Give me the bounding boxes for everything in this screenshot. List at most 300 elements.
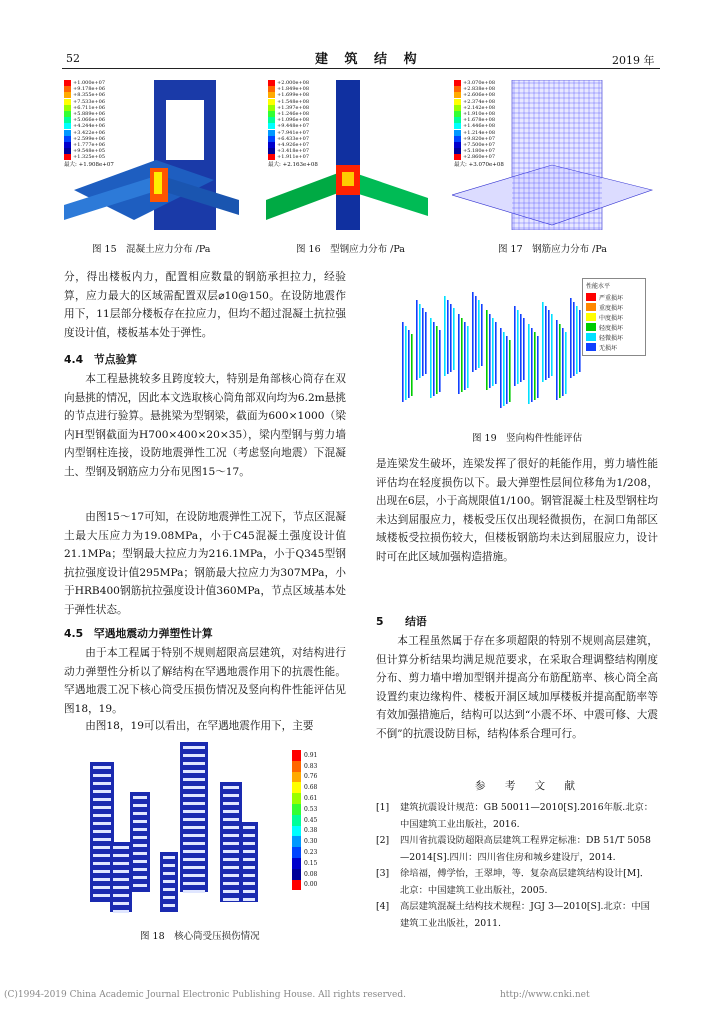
floor-band xyxy=(183,770,205,773)
floor-band xyxy=(133,820,147,823)
legend-swatch xyxy=(454,99,461,105)
reference-item xyxy=(376,800,658,833)
reference-text: 高层建筑混凝土结构技术规程：JGJ 3—2010[S].北京：中国建筑工业出版社，2011. xyxy=(400,901,650,929)
vertical-member xyxy=(506,336,508,404)
legend-value: +5.889e+06 xyxy=(73,110,106,117)
vertical-member xyxy=(450,304,452,372)
legend-value: 0.00 xyxy=(304,881,318,889)
left-para-3: 由图15～17可知，在设防地震弹性工况下，节点区混凝土最大压应力为19.08MPa，小于C45混凝土强度设计值21.1MPa；型钢最大拉应力为216.1MPa，小于Q345型钢抗拉强度设计值295MPa；钢筋最大拉应力为307MPa，小于HRB400钢筋抗拉强度设计值360MPa，节点区域基本处于弹性状态。 xyxy=(64,511,346,616)
legend-value: +1.548e+08 xyxy=(277,98,310,105)
reference-item xyxy=(376,899,658,932)
reference-number: [1] xyxy=(376,802,390,813)
floor-band xyxy=(133,852,147,855)
vertical-member xyxy=(444,296,446,376)
floor-band xyxy=(93,870,111,873)
floor-band xyxy=(93,854,111,857)
floor-band xyxy=(243,826,255,829)
floor-band xyxy=(183,762,205,765)
legend-value: +3.418e+07 xyxy=(277,148,310,155)
legend-swatch xyxy=(64,123,71,129)
vertical-member xyxy=(461,318,463,392)
floor-band xyxy=(93,766,111,769)
legend-row xyxy=(292,858,332,869)
fig17-legend-list xyxy=(454,80,504,160)
floor-band xyxy=(133,844,147,847)
legend-swatch xyxy=(64,86,71,92)
legend-row xyxy=(586,332,642,342)
floor-band xyxy=(133,860,147,863)
legend-value: 0.68 xyxy=(304,784,318,792)
vertical-member xyxy=(422,308,424,376)
legend-value: +7.941e+07 xyxy=(277,129,310,136)
legend-value: +7.533e+06 xyxy=(73,98,106,105)
legend-row xyxy=(292,869,332,880)
legend-value: +2.142e+08 xyxy=(463,104,496,111)
legend-value: +1.849e+08 xyxy=(277,86,310,93)
legend-value: +1.911e+07 xyxy=(277,154,310,161)
vertical-member xyxy=(486,310,488,390)
floor-band xyxy=(183,754,205,757)
legend-value: +1.446e+08 xyxy=(463,123,496,130)
reference-number: [2] xyxy=(376,835,390,846)
legend-row xyxy=(292,750,332,761)
fig17-max-label: 最大: +3.070e+08 xyxy=(454,162,504,169)
legend-row xyxy=(292,826,332,837)
vertical-member xyxy=(464,322,466,390)
reference-text: 徐培福，傅学怡，王翠坤，等．复杂高层建筑结构设计[M]．北京：中国建筑工业出版社，2005. xyxy=(400,868,650,896)
fig15-max-label: 最大: +1.908e+07 xyxy=(64,162,114,169)
vertical-member xyxy=(562,328,564,396)
left-para-2: 本工程悬挑较多且跨度较大，特别是角部核心筒存在双向悬挑的情况，因此本文选取核心筒角部双向均为6.2m悬挑的节点进行验算。悬挑梁为型钢梁，截面为600×1000（梁内H型钢截面为H700×400×20×35），梁内型钢与剪力墙内型钢柱连接，设防地震弹性工况（考虑竖向地震）下混凝土、型钢及钢筋应力分布见图15～17。 xyxy=(64,373,346,478)
vertical-member xyxy=(556,320,558,400)
references-heading: 参 考 文 献 xyxy=(475,780,584,792)
legend-swatch xyxy=(454,123,461,129)
floor-band xyxy=(183,858,205,861)
reference-number: [3] xyxy=(376,868,390,879)
legend-swatch xyxy=(454,80,461,86)
legend-row xyxy=(586,312,642,322)
legend-row xyxy=(586,342,642,352)
legend-swatch xyxy=(64,136,71,142)
floor-band xyxy=(113,878,129,881)
floor-band xyxy=(93,798,111,801)
floor-band xyxy=(223,898,239,901)
floor-band xyxy=(133,796,147,799)
vertical-member xyxy=(570,298,572,378)
legend-value: +1.678e+08 xyxy=(463,117,496,124)
floor-band xyxy=(163,880,175,883)
legend-swatch xyxy=(454,148,461,154)
floor-band xyxy=(183,778,205,781)
fig16-legend-list xyxy=(268,80,318,160)
floor-band xyxy=(163,888,175,891)
floor-band xyxy=(183,890,205,893)
vertical-member xyxy=(472,292,474,372)
figure-16-legend xyxy=(268,80,318,168)
legend-row xyxy=(586,302,642,312)
core-tube xyxy=(110,842,132,912)
floor-band xyxy=(223,882,239,885)
floor-band xyxy=(243,850,255,853)
journal-title: 建 筑 结 构 xyxy=(315,52,423,67)
vertical-member xyxy=(500,328,502,408)
floor-band xyxy=(133,884,147,887)
vertical-member xyxy=(475,296,477,370)
legend-value: +3.070e+08 xyxy=(463,80,496,86)
legend-swatch xyxy=(64,92,71,98)
floor-band xyxy=(183,818,205,821)
floor-band xyxy=(93,814,111,817)
legend-value: +9.548e+05 xyxy=(73,148,106,155)
vertical-member xyxy=(565,332,567,394)
left-para-5: 由图18，19可以看出，在罕遇地震作用下，主要 xyxy=(85,720,314,732)
legend-swatch xyxy=(268,117,275,123)
vertical-member xyxy=(528,324,530,404)
floor-band xyxy=(183,802,205,805)
floor-band xyxy=(243,866,255,869)
legend-row xyxy=(292,782,332,793)
floor-band xyxy=(113,862,129,865)
legend-swatch xyxy=(268,111,275,117)
reference-text: 建筑抗震设计规范：GB 50011—2010[S].2016年版.北京：中国建筑工业出版社，2016. xyxy=(400,802,654,830)
vertical-member xyxy=(573,302,575,376)
legend-swatch xyxy=(454,105,461,111)
legend-swatch xyxy=(64,80,71,86)
legend-swatch xyxy=(268,92,275,98)
legend-label: 轻度损坏 xyxy=(599,324,624,332)
legend-value: 0.38 xyxy=(304,827,318,835)
legend-row xyxy=(292,793,332,804)
legend-value: +9.820e+07 xyxy=(463,135,496,142)
legend-row xyxy=(292,880,332,891)
floor-band xyxy=(93,878,111,881)
vertical-member xyxy=(517,310,519,384)
legend-value: 0.83 xyxy=(304,762,318,770)
legend-value: +1.214e+08 xyxy=(463,129,496,136)
legend-swatch xyxy=(292,815,301,826)
vertical-member xyxy=(416,300,418,380)
left-para-4: 由于本工程属于特别不规则超限高层建筑，对结构进行动力弹塑性分析以了解结构在罕遇地震作用下的抗震性能。罕遇地震工况下核心筒受压损伤情况及竖向构件性能评估见图18，19。 xyxy=(64,647,346,715)
vertical-member xyxy=(495,322,497,384)
legend-value: +7.500e+07 xyxy=(463,141,496,148)
legend-swatch xyxy=(268,154,275,160)
floor-band xyxy=(183,874,205,877)
journal-year: 2019 年 xyxy=(612,54,655,67)
legend-value: +2.374e+08 xyxy=(463,98,496,105)
floor-band xyxy=(243,874,255,877)
right-para-1: 是连梁发生破坏，连梁发挥了很好的耗能作用，剪力墙性能评估均在轻度损伤以下。最大弹塑性层间位移角为1/208，出现在6层，小于高规限值1/100。钢管混凝土柱及型钢柱均未达到屈服应力，楼板受压仅出现轻微损伤，在洞口角部区域楼板受拉损伤较大，但楼板钢筋均未达到屈服应力，设计时可在此区域加强构造措施。 xyxy=(376,458,658,563)
legend-swatch xyxy=(454,130,461,136)
floor-band xyxy=(133,828,147,831)
legend-swatch xyxy=(268,123,275,129)
fig19-legend-list xyxy=(583,292,645,352)
legend-swatch xyxy=(64,111,71,117)
vertical-member xyxy=(492,318,494,386)
vertical-member xyxy=(559,324,561,398)
floor-band xyxy=(93,774,111,777)
legend-row xyxy=(292,836,332,847)
vertical-member xyxy=(458,314,460,394)
fig17-slab-mesh xyxy=(452,165,652,225)
legend-row xyxy=(586,322,642,332)
vertical-member xyxy=(509,340,511,402)
reference-item xyxy=(376,866,658,899)
floor-band xyxy=(183,866,205,869)
floor-band xyxy=(133,836,147,839)
legend-swatch xyxy=(454,86,461,92)
floor-band xyxy=(93,790,111,793)
vertical-member xyxy=(408,330,410,398)
vertical-member xyxy=(576,306,578,374)
legend-value: +1.096e+08 xyxy=(277,117,310,124)
figure-18-caption: 图 18 核心筒受压损伤情况 xyxy=(140,931,260,942)
vertical-member xyxy=(447,300,449,374)
legend-value: +9.178e+06 xyxy=(73,86,106,93)
floor-band xyxy=(243,882,255,885)
vertical-member xyxy=(545,306,547,380)
fig15-legend-list xyxy=(64,80,114,160)
figure-16-caption: 图 16 型钢应力分布 /Pa xyxy=(296,244,405,255)
floor-band xyxy=(113,846,129,849)
vertical-member xyxy=(503,332,505,406)
floor-band xyxy=(93,822,111,825)
legend-swatch xyxy=(64,130,71,136)
legend-swatch xyxy=(292,836,301,847)
legend-value: +1.777e+06 xyxy=(73,141,106,148)
floor-band xyxy=(183,842,205,845)
legend-value: +5.180e+07 xyxy=(463,148,496,155)
legend-value: +1.699e+08 xyxy=(277,92,310,99)
figure-18-legend xyxy=(292,750,332,890)
floor-band xyxy=(223,802,239,805)
vertical-member xyxy=(520,314,522,382)
legend-swatch xyxy=(268,80,275,86)
floor-band xyxy=(243,834,255,837)
floor-band xyxy=(183,882,205,885)
legend-swatch xyxy=(268,142,275,148)
floor-band xyxy=(93,782,111,785)
legend-value: +1.246e+08 xyxy=(277,110,310,117)
legend-swatch xyxy=(64,105,71,111)
legend-value: 0.23 xyxy=(304,849,318,857)
floor-band xyxy=(113,870,129,873)
figure-17-caption: 图 17 钢筋应力分布 /Pa xyxy=(498,244,607,255)
floor-band xyxy=(93,862,111,865)
vertical-member xyxy=(523,318,525,380)
vertical-member xyxy=(531,328,533,402)
legend-row xyxy=(292,804,332,815)
legend-row xyxy=(292,772,332,783)
floor-band xyxy=(133,868,147,871)
vertical-member xyxy=(551,314,553,376)
floor-band xyxy=(163,856,175,859)
fig16-peak xyxy=(342,172,354,186)
legend-swatch xyxy=(268,99,275,105)
legend-value: +2.838e+08 xyxy=(463,86,496,93)
vertical-member xyxy=(481,304,483,366)
figure-19-legend xyxy=(582,278,646,356)
legend-swatch xyxy=(292,880,301,891)
floor-band xyxy=(223,810,239,813)
floor-band xyxy=(93,838,111,841)
legend-swatch xyxy=(268,86,275,92)
legend-swatch xyxy=(64,117,71,123)
legend-swatch xyxy=(586,293,596,301)
legend-value: +1.000e+07 xyxy=(73,80,106,86)
vertical-member xyxy=(439,330,441,392)
floor-band xyxy=(223,874,239,877)
legend-value: +2.000e+08 xyxy=(277,80,310,86)
floor-band xyxy=(163,896,175,899)
legend-swatch xyxy=(454,92,461,98)
floor-band xyxy=(223,858,239,861)
vertical-member xyxy=(537,336,539,398)
fig18-legend-list xyxy=(292,750,332,890)
floor-band xyxy=(163,864,175,867)
legend-swatch xyxy=(64,142,71,148)
floor-band xyxy=(243,858,255,861)
floor-band xyxy=(223,818,239,821)
legend-value: +5.066e+06 xyxy=(73,117,106,124)
vertical-member xyxy=(579,310,581,372)
legend-label: 中度损坏 xyxy=(599,314,624,322)
figure-18-image xyxy=(70,742,290,922)
vertical-member xyxy=(411,334,413,396)
legend-value: 0.76 xyxy=(304,773,318,781)
figure-18-svg xyxy=(70,742,290,922)
legend-value: +8.355e+06 xyxy=(73,92,106,99)
legend-value: +2.599e+06 xyxy=(73,135,106,142)
legend-swatch xyxy=(586,343,596,351)
legend-swatch xyxy=(586,303,596,311)
legend-swatch xyxy=(292,761,301,772)
legend-swatch xyxy=(268,148,275,154)
legend-value: 0.45 xyxy=(304,816,318,824)
legend-value: +3.422e+06 xyxy=(73,129,106,136)
floor-band xyxy=(223,794,239,797)
legend-swatch xyxy=(586,333,596,341)
fig19-legend-title: 性能水平 xyxy=(586,283,611,290)
floor-band xyxy=(133,876,147,879)
legend-swatch xyxy=(454,117,461,123)
right-para-2: 本工程虽然属于存在多项超限的特别不规则高层建筑，但计算分析结果均满足规范要求，在采取合理调整结构刚度分布、剪力墙中增加型钢并提高分布筋配筋率、核心筒全高设置约束边缘构件、楼板开洞区域加厚楼板并提高配筋率等有效加强措施后，结构可以达到“小震不坏、中震可修、大震不倒”的抗震设防目标，结构体系合理可行。 xyxy=(376,635,658,740)
legend-swatch xyxy=(64,99,71,105)
floor-band xyxy=(93,830,111,833)
floor-band xyxy=(183,794,205,797)
floor-band xyxy=(113,886,129,889)
legend-swatch xyxy=(64,154,71,160)
floor-band xyxy=(133,804,147,807)
legend-row xyxy=(292,847,332,858)
floor-band xyxy=(223,850,239,853)
floor-band xyxy=(133,812,147,815)
vertical-member xyxy=(453,308,455,370)
figure-19-caption: 图 19 竖向构件性能评估 xyxy=(472,433,583,444)
legend-label: 无损坏 xyxy=(599,344,618,352)
floor-band xyxy=(243,898,255,901)
section-4-5-heading: 4.5 罕遇地震动力弹塑性计算 xyxy=(64,627,213,640)
figure-17-legend xyxy=(454,80,504,168)
left-para-1: 分，得出楼板内力，配置相应数量的钢筋承担拉力，经验算，应力最大的区域需配置双层⌀10@150。在设防地震作用下，11层部分楼板存在拉应力，但均不超过混凝土抗拉强度设计值，楼板基本处于弹性。 xyxy=(64,271,346,339)
copyright-footer: (C)1994-2019 China Academic Journal Electronic Publishing House. All rights reserved. xyxy=(4,990,406,1000)
legend-swatch xyxy=(454,154,461,160)
figure-15-legend xyxy=(64,80,114,168)
reference-text: 四川省抗震设防超限高层建筑工程界定标准：DB 51/T 5058—2014[S].四川：四川省住房和城乡建设厅，2014. xyxy=(400,835,651,863)
floor-band xyxy=(223,834,239,837)
reference-items xyxy=(376,800,658,932)
legend-value: +6.433e+07 xyxy=(277,135,310,142)
floor-band xyxy=(223,866,239,869)
floor-band xyxy=(243,842,255,845)
floor-band xyxy=(113,902,129,905)
floor-band xyxy=(223,826,239,829)
floor-band xyxy=(113,910,129,913)
vertical-member xyxy=(514,306,516,386)
legend-value: +1.325e+05 xyxy=(73,154,106,161)
floor-band xyxy=(93,806,111,809)
floor-band xyxy=(223,842,239,845)
legend-value: +9.448e+07 xyxy=(277,123,310,130)
legend-swatch xyxy=(586,313,596,321)
reference-number: [4] xyxy=(376,901,390,912)
fig15-opening xyxy=(166,100,204,160)
legend-value: 0.08 xyxy=(304,870,318,878)
legend-label: 轻微损坏 xyxy=(599,334,624,342)
vertical-member xyxy=(489,314,491,388)
floor-band xyxy=(243,890,255,893)
floor-band xyxy=(183,850,205,853)
legend-value: +2.860e+07 xyxy=(463,154,496,161)
legend-swatch xyxy=(292,869,301,880)
reference-item xyxy=(376,833,658,866)
page-number: 52 xyxy=(66,52,80,65)
reference-list xyxy=(376,800,658,932)
floor-band xyxy=(113,854,129,857)
floor-band xyxy=(183,826,205,829)
legend-value: 0.15 xyxy=(304,859,318,867)
legend-value: +6.711e+06 xyxy=(73,104,106,111)
cnki-url[interactable]: http://www.cnki.net xyxy=(500,990,590,1000)
legend-swatch xyxy=(292,804,301,815)
legend-row xyxy=(292,761,332,772)
legend-swatch xyxy=(268,105,275,111)
legend-swatch xyxy=(454,142,461,148)
fig15-peak xyxy=(154,172,162,194)
floor-band xyxy=(183,810,205,813)
legend-row xyxy=(586,292,642,302)
legend-value: 0.30 xyxy=(304,838,318,846)
legend-swatch xyxy=(292,858,301,869)
legend-swatch xyxy=(292,772,301,783)
floor-band xyxy=(223,890,239,893)
section-5-heading: 5 结语 xyxy=(376,615,427,628)
legend-value: 0.91 xyxy=(304,751,318,759)
legend-row xyxy=(292,815,332,826)
vertical-member xyxy=(467,326,469,388)
legend-swatch xyxy=(292,793,301,804)
legend-label: 重度损坏 xyxy=(599,304,624,312)
legend-swatch xyxy=(64,148,71,154)
vertical-member xyxy=(425,312,427,374)
floor-band xyxy=(93,846,111,849)
vertical-member xyxy=(433,322,435,396)
fig16-beam-a xyxy=(266,170,346,220)
legend-swatch xyxy=(292,847,301,858)
floor-band xyxy=(113,894,129,897)
vertical-member xyxy=(402,322,404,402)
figure-15-caption: 图 15 混凝土应力分布 /Pa xyxy=(92,244,211,255)
floor-band xyxy=(163,904,175,907)
